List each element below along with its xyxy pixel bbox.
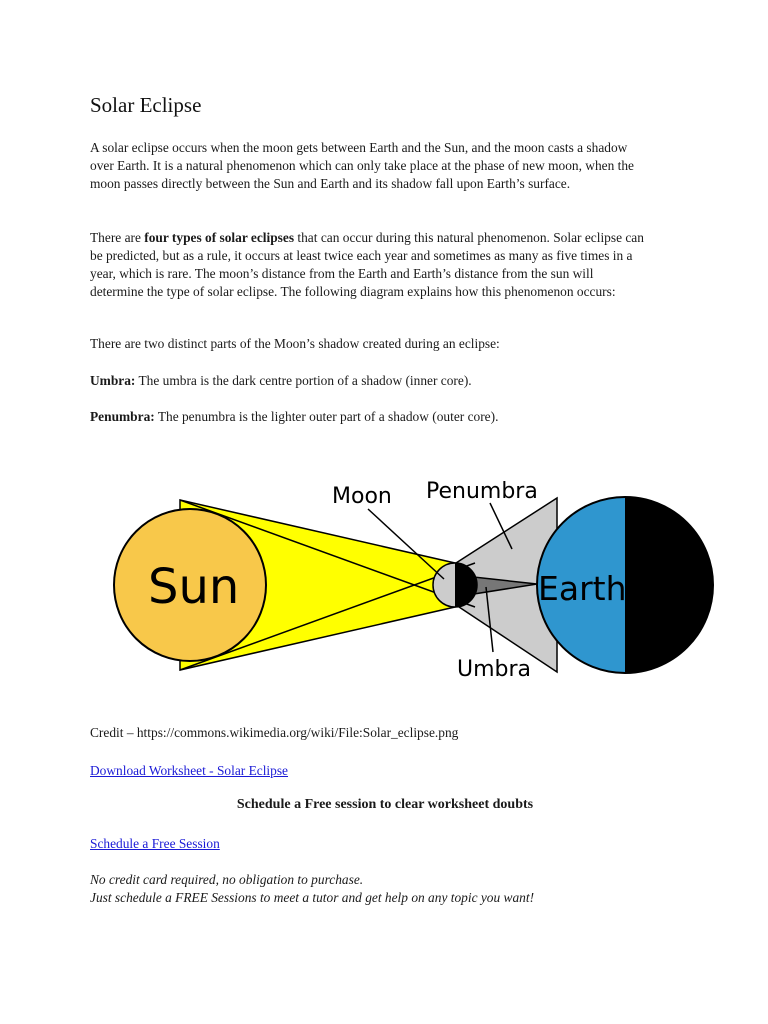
note-line-1: No credit card required, no obligation to purchase. — [90, 872, 364, 887]
types-paragraph — [90, 229, 650, 301]
intro-paragraph: A solar eclipse occurs when the moon gets between Earth and the Sun, and the moon casts a shadow over Earth. It is a natural phenomenon which can only take place at the phase of new moon, when the moon passes directly between the Sun and Earth and its shadow fall upon Earth’s surface. — [90, 140, 634, 191]
types-text-before: There are — [90, 230, 145, 245]
umbra-term: Umbra: — [90, 373, 136, 388]
types-bold-text: four types of solar eclipses — [144, 230, 295, 245]
note-line-2: Just schedule a FREE Sessions to meet a tutor and get help on any topic you want! — [90, 890, 535, 905]
penumbra-text: The penumbra is the lighter outer part of a shadow (outer core). — [154, 409, 499, 424]
page-title: Solar Eclipse — [90, 93, 202, 117]
moon-label: Moon — [332, 484, 392, 509]
penumbra-definition — [90, 408, 650, 426]
penumbra-label: Penumbra — [426, 479, 538, 504]
shadow-parts-paragraph: There are two distinct parts of the Moon’s shadow created during an eclipse: — [90, 336, 500, 351]
no-credit-note — [90, 871, 534, 907]
umbra-definition — [90, 372, 650, 390]
image-credit: Credit – https://commons.wikimedia.org/wiki/File:Solar_eclipse.png — [90, 725, 459, 740]
schedule-session-link[interactable]: Schedule a Free Session — [90, 836, 220, 851]
schedule-heading: Schedule a Free session to clear worksheet doubts — [236, 797, 534, 812]
earth-night-side — [625, 497, 713, 673]
download-worksheet-link[interactable]: Download Worksheet - Solar Eclipse — [90, 763, 289, 778]
types-text-after: that can occur during this natural phenomenon. Solar eclipse can be predicted, but as a rule, it occurs at least twice each year and sometimes as many as five times in a year, which is rare. The moon’s distance from the Earth and Earth’s distance from the sun will determine the type of solar eclipse. The following diagram explains how this phenomenon occurs: — [90, 230, 644, 299]
solar-eclipse-diagram — [110, 465, 720, 695]
earth-label: Earth — [538, 569, 627, 608]
umbra-text: The umbra is the dark centre portion of a shadow (inner core). — [135, 373, 472, 388]
penumbra-term: Penumbra: — [90, 409, 155, 424]
sun-label: Sun — [148, 559, 240, 615]
umbra-label: Umbra — [457, 657, 532, 682]
